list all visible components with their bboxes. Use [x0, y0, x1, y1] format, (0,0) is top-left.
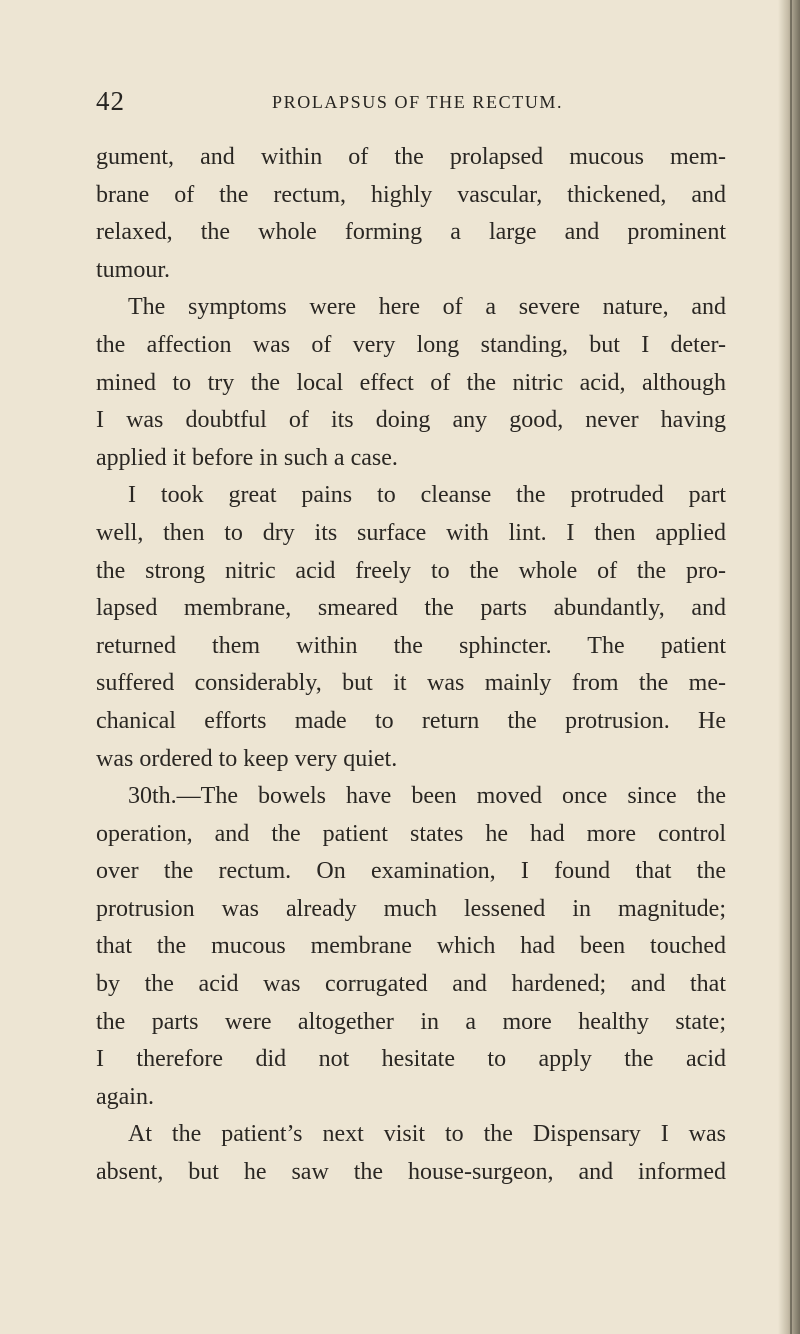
text-line: At the patient’s next visit to the Dispensary I was — [128, 1121, 726, 1148]
text-line: well, then to dry its surface with lint. I then applied — [96, 519, 726, 546]
text-line: I was doubtful of its doing any good, never having — [96, 407, 726, 434]
running-head: PROLAPSUS OF THE RECTUM. — [272, 92, 564, 112]
text-line: 30th.—The bowels have been moved once since the — [128, 783, 726, 810]
text-line: the parts were altogether in a more healthy state; — [96, 1008, 726, 1035]
text-line: was ordered to keep very quiet. — [96, 745, 398, 772]
text-line: The symptoms were here of a severe nature, and — [128, 294, 726, 321]
text-line: the affection was of very long standing, but I deter- — [96, 331, 726, 358]
text-line: over the rectum. On examination, I found that the — [96, 858, 726, 885]
page-edge-line — [790, 0, 792, 1334]
text-line: gument, and within of the prolapsed mucous mem- — [96, 144, 726, 170]
text-line: again. — [96, 1083, 154, 1110]
text-line: relaxed, the whole forming a large and prominent — [96, 219, 726, 246]
text-line: I therefore did not hesitate to apply the acid — [96, 1046, 726, 1073]
text-line: that the mucous membrane which had been touched — [96, 933, 726, 960]
text-line: operation, and the patient states he had more control — [96, 820, 726, 847]
text-line: applied it before in such a case. — [96, 444, 398, 471]
text-line: the strong nitric acid freely to the whole of the pro- — [96, 557, 726, 584]
page-number: 42 — [96, 86, 125, 116]
text-line: absent, but he saw the house-surgeon, and informed — [96, 1159, 726, 1186]
text-line: lapsed membrane, smeared the parts abundantly, and — [96, 595, 726, 622]
page-header — [96, 86, 736, 120]
text-line: tumour. — [96, 256, 171, 283]
text-line: protrusion was already much lessened in magnitude; — [96, 895, 726, 922]
text-line: chanical efforts made to return the protrusion. He — [96, 707, 726, 734]
text-line: returned them within the sphincter. The patient — [96, 632, 726, 659]
page-edge-shadow — [778, 0, 800, 1334]
text-line: suffered considerably, but it was mainly from the me- — [96, 670, 726, 697]
body-text — [96, 139, 726, 1192]
text-line: brane of the rectum, highly vascular, thickened, and — [96, 181, 726, 208]
text-line: I took great pains to cleanse the protruded part — [128, 482, 726, 509]
text-line: mined to try the local effect of the nitric acid, although — [96, 369, 726, 396]
text-line: by the acid was corrugated and hardened; and that — [96, 971, 726, 998]
